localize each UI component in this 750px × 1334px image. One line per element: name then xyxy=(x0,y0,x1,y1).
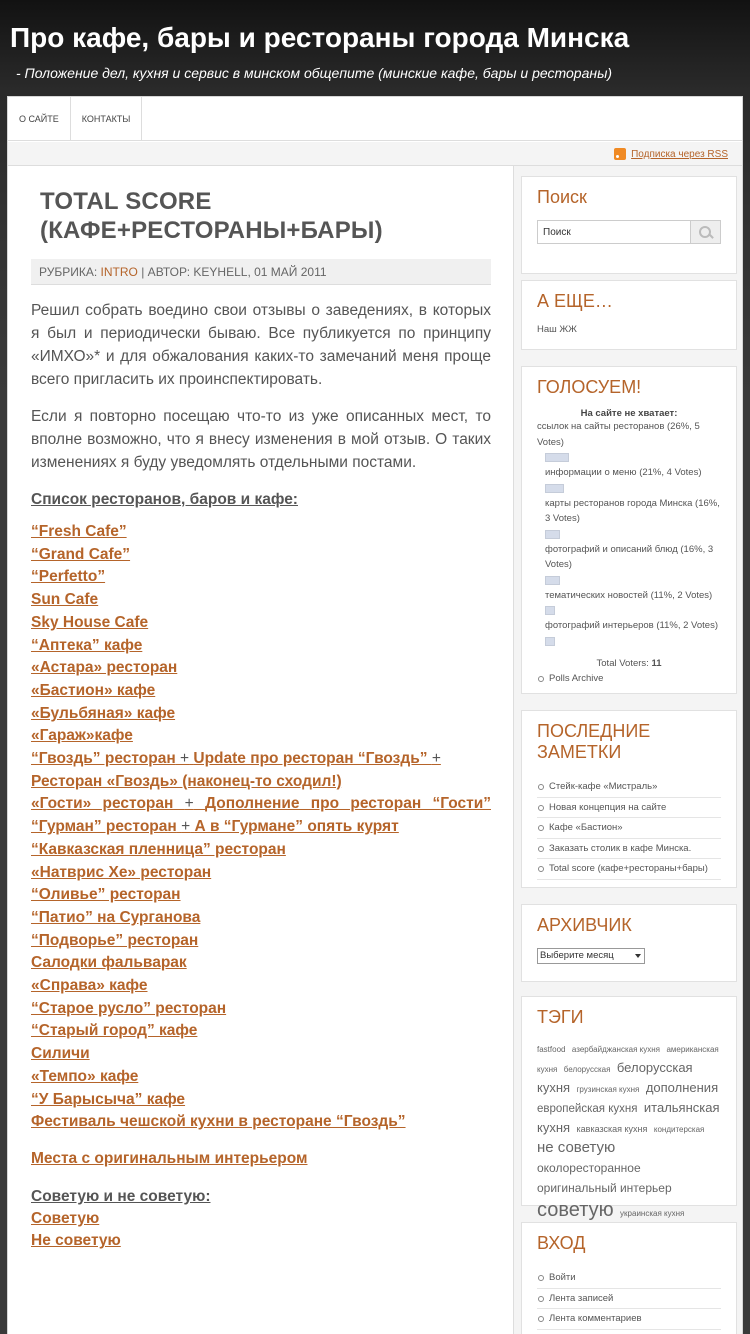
restaurant-link[interactable]: «Натврис Хе» ресторан xyxy=(31,863,212,881)
poll-bar xyxy=(545,637,555,646)
restaurant-link[interactable]: Салодки фальварак xyxy=(31,954,187,972)
meta-author-date: | АВТОР: KEYHELL, 01 МАЙ 2011 xyxy=(141,265,327,279)
advise-heading: Советую и не советую: xyxy=(31,1187,211,1205)
tag-link[interactable]: fastfood xyxy=(537,1045,566,1054)
restaurant-link[interactable]: «Бастион» кафе xyxy=(31,681,156,699)
restaurant-link[interactable]: “Гвоздь” ресторан xyxy=(31,750,176,768)
rss-icon xyxy=(614,148,626,160)
poll-total xyxy=(537,658,721,669)
plus-separator: + xyxy=(184,795,194,813)
entries-feed-link[interactable]: Лента записей xyxy=(537,1289,721,1310)
restaurant-links xyxy=(31,521,491,1253)
restaurant-link[interactable]: “Гурман” ресторан xyxy=(31,818,177,836)
search-title: Поиск xyxy=(537,187,587,207)
restaurant-link[interactable]: “Perfetto” xyxy=(31,568,106,586)
plus-separator: + xyxy=(180,750,190,768)
tag-link[interactable]: белорусская кухня xyxy=(537,1060,693,1095)
restaurant-link[interactable]: “Grand Cafe” xyxy=(31,545,131,563)
tag-link[interactable]: украинская кухня xyxy=(620,1209,685,1218)
poll-bar xyxy=(545,484,564,493)
gvozd-links-line xyxy=(31,748,491,771)
rss-label: Подписка через RSS xyxy=(631,148,728,160)
plus-separator: + xyxy=(431,750,441,768)
tag-link[interactable]: не советую xyxy=(537,1139,616,1156)
poll-bar xyxy=(545,530,560,539)
chevron-down-icon xyxy=(635,954,641,958)
restaurant-link[interactable]: «Бульбяная» кафе xyxy=(31,704,176,722)
tag-link[interactable]: американская кухня xyxy=(537,1045,719,1074)
recent-post-link[interactable]: Кафе «Бастион» xyxy=(537,818,721,839)
poll-title: ГОЛОСУЕМ! xyxy=(537,377,642,397)
page-wrapper xyxy=(7,96,743,1334)
search-input[interactable] xyxy=(538,221,688,243)
poll-widget xyxy=(521,366,737,694)
poll-total-value: 11 xyxy=(651,657,662,669)
post-title: TOTAL SCORE (КАФЕ+РЕСТОРАНЫ+БАРЫ) xyxy=(40,188,383,244)
tag-link[interactable]: грузинская кухня xyxy=(576,1085,640,1094)
recent-posts-list xyxy=(537,777,721,880)
archive-widget xyxy=(521,904,737,982)
poll-answer: фотографий интерьеров (11%, 2 Votes) xyxy=(545,620,718,631)
login-title: ВХОД xyxy=(537,1233,586,1253)
site-title[interactable]: Про кафе, бары и рестораны города Минска xyxy=(10,22,630,53)
site-description: - Положение дел, кухня и сервис в минском общепите (минские кафе, бары и рестораны) xyxy=(16,65,613,81)
restaurant-link[interactable]: “Аптека” кафе xyxy=(31,636,143,654)
category-link[interactable]: INTRO xyxy=(100,265,138,279)
top-nav xyxy=(8,97,742,141)
post-meta xyxy=(31,259,491,285)
recent-post-link[interactable]: Стейк-кафе «Мистраль» xyxy=(537,777,721,798)
tag-link[interactable]: европейская кухня xyxy=(537,1103,638,1115)
restaurant-link[interactable]: «Справа» кафе xyxy=(31,977,148,995)
plus-separator: + xyxy=(181,818,191,836)
tags-title: ТЭГИ xyxy=(537,1007,584,1027)
poll-answer: фотографий и описаний блюд (16%, 3 Votes) xyxy=(545,543,714,570)
recent-post-link[interactable]: Total score (кафе+рестораны+бары) xyxy=(537,859,721,880)
nav-item-about[interactable]: О САЙТЕ xyxy=(8,97,71,140)
more-widget xyxy=(521,280,737,350)
tag-link[interactable]: дополнения xyxy=(645,1080,719,1095)
recent-post-link[interactable]: Новая концепция на сайте xyxy=(537,798,721,819)
restaurant-link[interactable]: Ресторан «Гвоздь» (наконец-то сходил!) xyxy=(31,772,342,790)
poll-bar xyxy=(545,576,560,585)
restaurant-link[interactable]: Силичи xyxy=(31,1045,90,1063)
restaurant-link[interactable]: Sky House Cafe xyxy=(31,613,149,631)
poll-archive-list xyxy=(537,669,721,689)
comments-feed-link[interactable]: Лента комментариев xyxy=(537,1309,721,1330)
archive-select-value: Выберите месяц xyxy=(540,950,614,961)
restaurant-link[interactable]: «Астара» ресторан xyxy=(31,659,178,677)
archive-month-select[interactable] xyxy=(537,948,645,964)
restaurant-link[interactable]: “Старое русло” ресторан xyxy=(31,999,227,1017)
post-content xyxy=(31,187,491,1253)
meta-prefix: РУБРИКА: xyxy=(39,265,98,279)
search-widget xyxy=(521,176,737,274)
tag-link[interactable]: околоресторанное xyxy=(537,1161,641,1175)
tag-link[interactable]: итальянская кухня xyxy=(537,1100,720,1135)
tag-cloud xyxy=(537,1038,721,1223)
archive-title: АРХИВЧИК xyxy=(537,915,632,935)
login-list xyxy=(537,1268,721,1330)
tag-link[interactable]: азербайджанская кухня xyxy=(571,1045,660,1054)
poll-bar xyxy=(545,606,555,615)
interior-heading-link[interactable]: Места с оригинальным интерьером xyxy=(31,1149,308,1167)
restaurant-link[interactable]: А в “Гурмане” опять курят xyxy=(194,818,399,836)
restaurant-link[interactable]: “Патио” на Сурганова xyxy=(31,908,201,926)
poll-answer: тематических новостей (11%, 2 Votes) xyxy=(545,589,713,601)
post-entry xyxy=(31,299,491,1253)
poll-question: На сайте не хватает: xyxy=(580,408,678,419)
restaurant-link[interactable]: Фестиваль чешской кухни в ресторане “Гвоздь” xyxy=(31,1113,406,1131)
restaurant-link[interactable]: «Гараж»кафе xyxy=(31,727,133,745)
search-box xyxy=(537,220,721,244)
restaurant-link[interactable]: “Старый город” кафе xyxy=(31,1022,198,1040)
poll-answer-first: ссылок на сайты ресторанов (26%, 5 Votes) xyxy=(537,421,700,448)
gosti-links-line xyxy=(31,793,491,816)
post-paragraph: Если я повторно посещаю что-то из уже описанных мест, то вполне возможно, что я внесу изменения в мой отзыв. О таких изменениях я буду уведомлять отдельными постами. xyxy=(31,408,491,471)
gurman-links-line xyxy=(31,816,491,839)
nav-item-contacts[interactable]: КОНТАКТЫ xyxy=(71,97,143,140)
not-advise-link[interactable]: Не советую xyxy=(31,1232,121,1250)
polls-archive-link[interactable]: Polls Archive xyxy=(537,669,721,689)
recent-post-link[interactable]: Заказать столик в кафе Минска. xyxy=(537,839,721,860)
restaurant-link[interactable]: “Оливье” ресторан xyxy=(31,886,181,904)
tags-widget xyxy=(521,996,737,1221)
tag-link[interactable]: белорусская xyxy=(563,1065,611,1074)
rss-subscribe-link[interactable] xyxy=(614,148,728,160)
restaurant-link[interactable]: «Темпо» кафе xyxy=(31,1067,139,1085)
restaurant-link[interactable]: “Fresh Cafe” xyxy=(31,523,127,540)
sidebar xyxy=(513,166,742,1334)
list-heading: Список ресторанов, баров и кафе: xyxy=(31,491,298,508)
recent-title: ПОСЛЕДНИЕ ЗАМЕТКИ xyxy=(537,721,651,762)
tag-link[interactable]: советую xyxy=(537,1199,614,1221)
tag-link[interactable]: кавказская кухня xyxy=(576,1124,648,1134)
more-title: А ЕЩЕ… xyxy=(537,291,613,311)
restaurant-link[interactable]: Дополнение про ресторан “Гости” xyxy=(205,795,491,813)
recent-posts-widget xyxy=(521,710,737,888)
restaurant-link[interactable]: “Кавказская пленница” ресторан xyxy=(31,840,286,858)
poll-answer: карты ресторанов города Минска (16%, 3 Votes) xyxy=(545,497,720,524)
site-header xyxy=(0,0,750,95)
tag-link[interactable]: кондитерская xyxy=(653,1125,705,1134)
restaurant-link[interactable]: “У Барысыча” кафе xyxy=(31,1090,186,1108)
tag-link[interactable]: оригинальный интерьер xyxy=(537,1181,672,1195)
poll-bar xyxy=(545,453,569,462)
poll-answer: информации о меню (21%, 4 Votes) xyxy=(545,467,702,478)
restaurant-link[interactable]: “Подворье” ресторан xyxy=(31,931,199,949)
login-widget xyxy=(521,1222,737,1334)
rss-bar xyxy=(8,142,742,166)
restaurant-link[interactable]: Update про ресторан “Гвоздь” xyxy=(193,750,428,768)
poll-total-label: Total Voters: xyxy=(596,657,649,669)
restaurant-link[interactable]: Sun Cafe xyxy=(31,591,99,609)
restaurant-link[interactable]: «Гости» ресторан xyxy=(31,795,174,813)
login-link[interactable]: Войти xyxy=(537,1268,721,1289)
post-paragraph: Решил собрать воедино свои отзывы о заведениях, в которых я был и периодически бываю. Все публикуется по принципу «ИМХО»* и для обжалования каких-то замечаний меня проще всего пригласить их проинспектировать. xyxy=(31,302,491,388)
livejournal-link[interactable]: Наш ЖЖ xyxy=(537,324,577,335)
advise-link[interactable]: Советую xyxy=(31,1209,100,1227)
search-button[interactable] xyxy=(690,221,720,243)
